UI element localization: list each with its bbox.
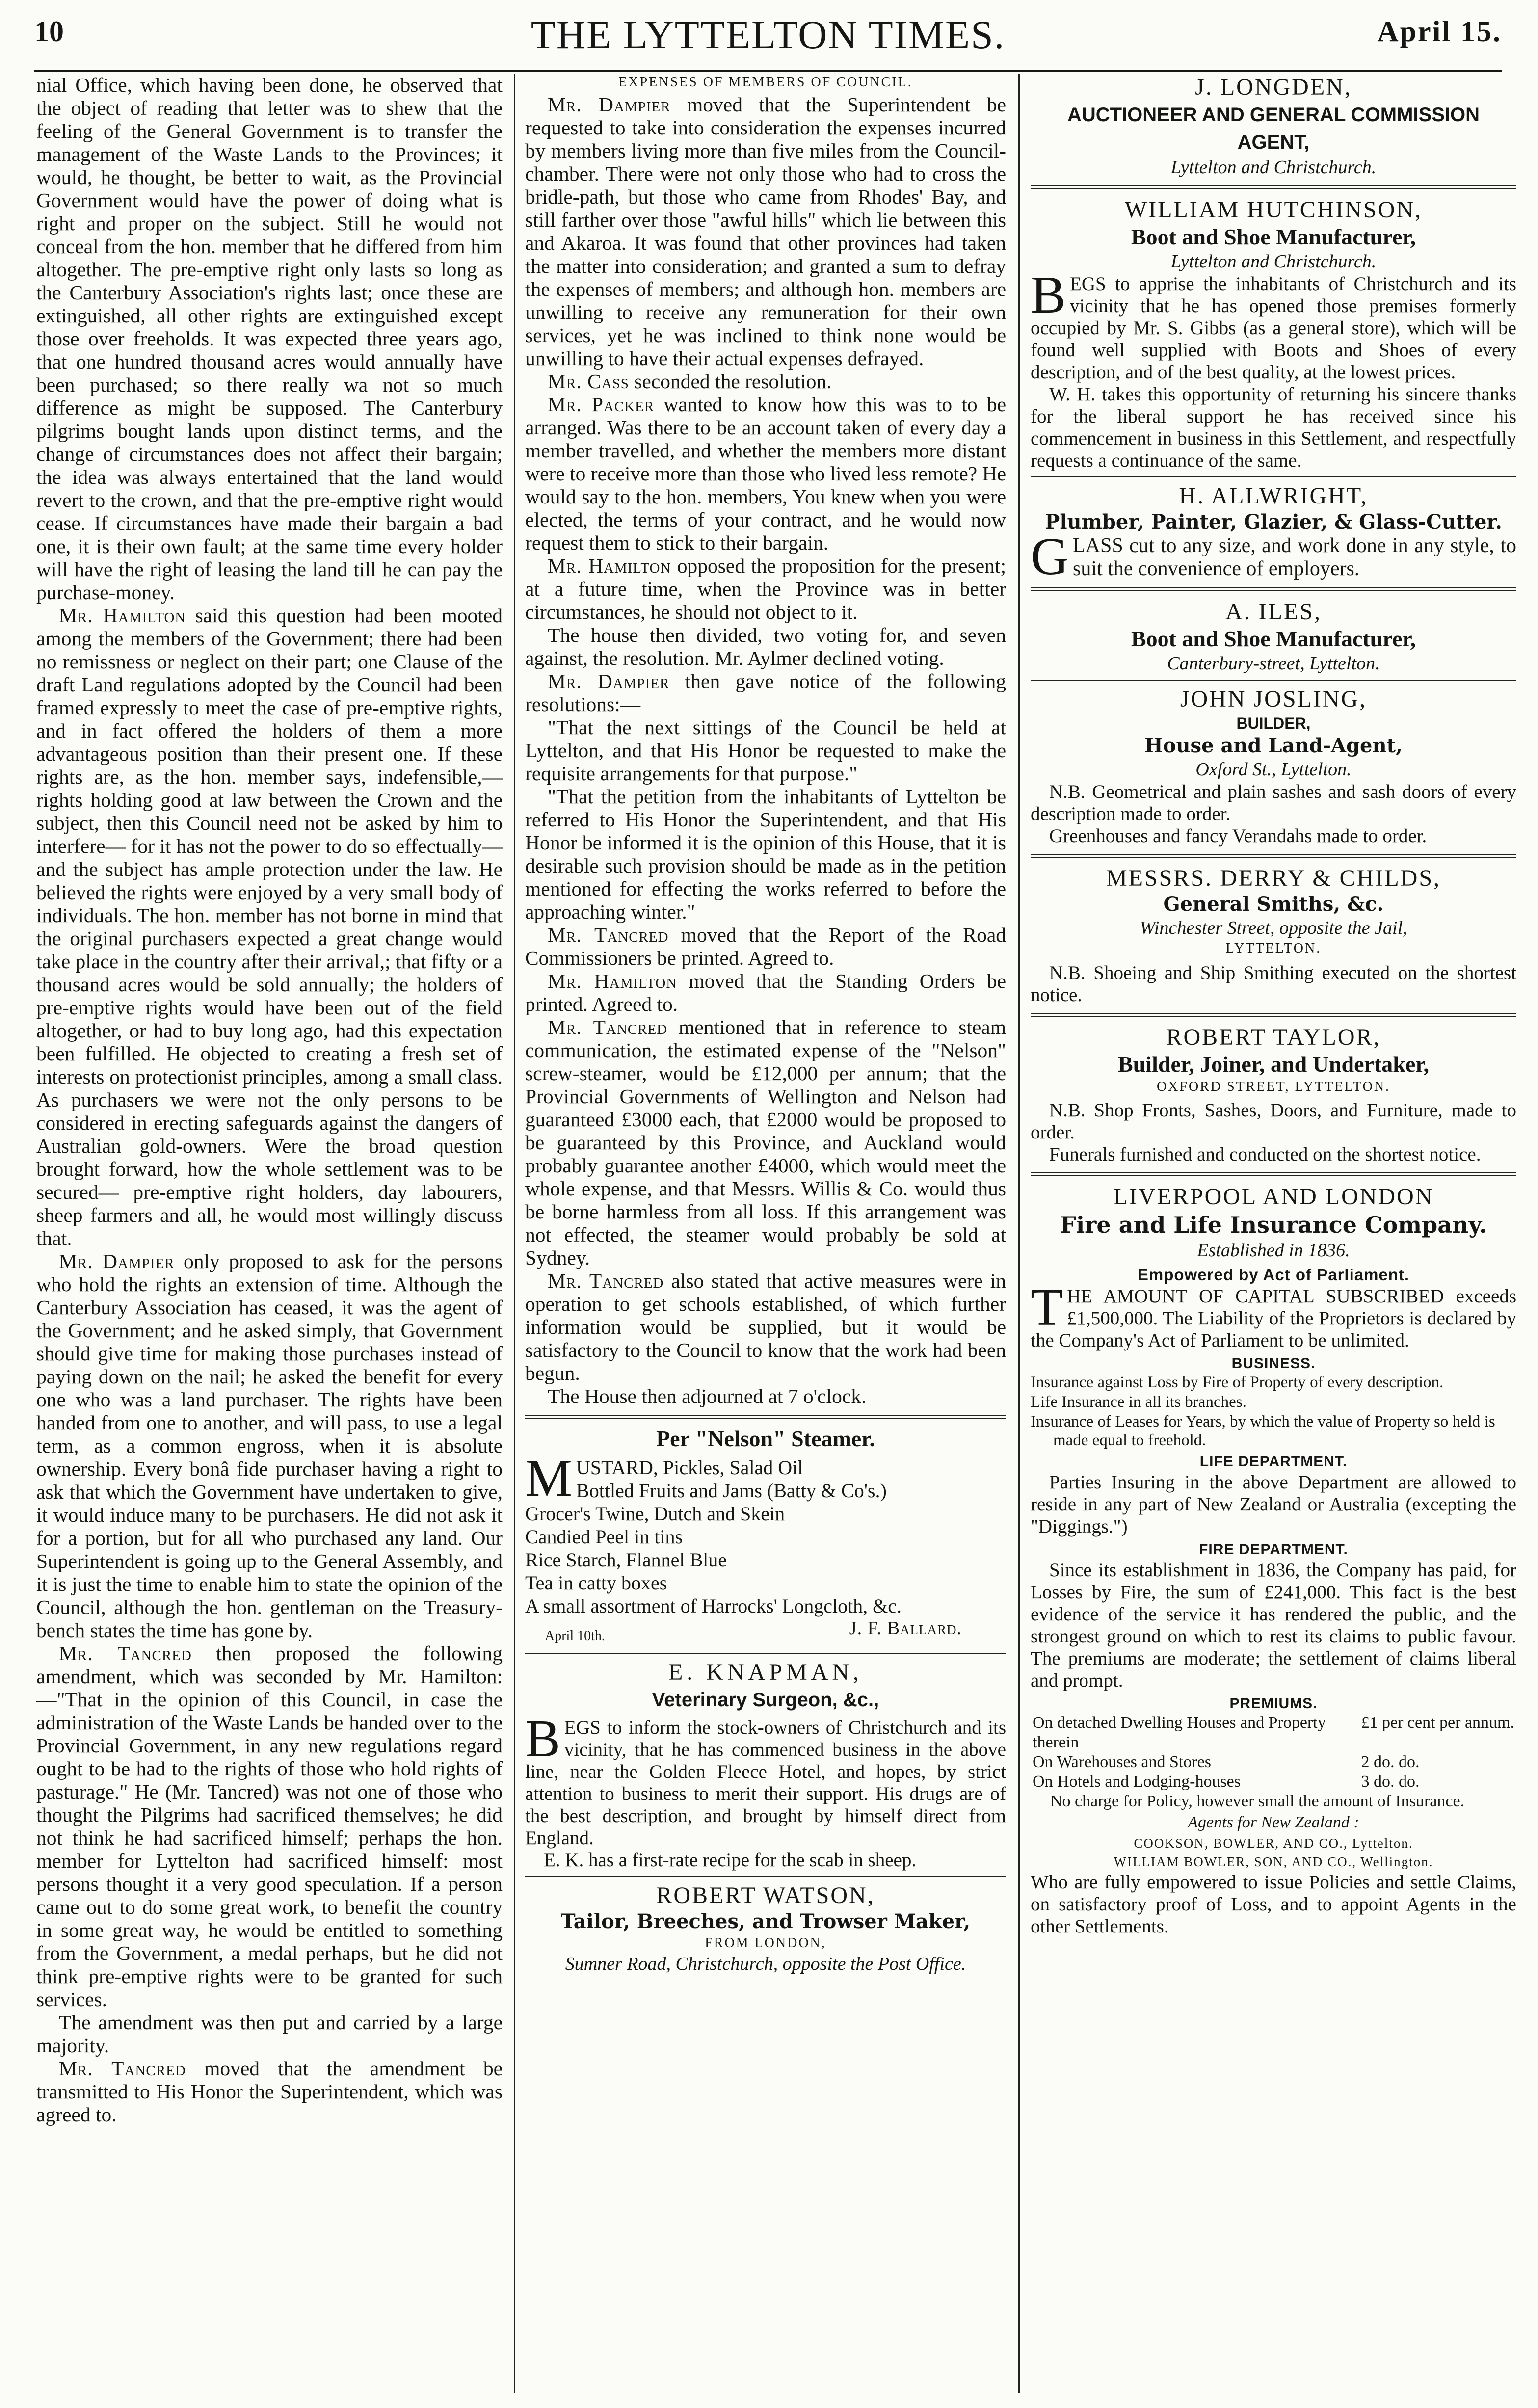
list-item: Candied Peel in tins: [525, 1526, 683, 1548]
advertiser-trade: Boot and Shoe Manufacturer,: [1131, 626, 1416, 651]
ad-longden: [1031, 74, 1516, 179]
speaker-name: Mr. Cass: [548, 370, 629, 393]
paragraph: Mr. Dampier then gave notice of the following resolutions:—: [525, 670, 1006, 715]
ad-note: N.B. Shoeing and Ship Smithing executed on the shortest notice.: [1031, 962, 1516, 1006]
advertiser-name: ROBERT TAYLOR,: [1166, 1024, 1381, 1050]
ad-origin: FROM LONDON,: [705, 1935, 826, 1951]
issue-date: April 15.: [1377, 15, 1502, 48]
section-rule: [1031, 854, 1516, 858]
ad-address: Sumner Road, Christchurch, opposite the Post Office.: [565, 1954, 966, 1974]
premium-note: No charge for Policy, however small the amount of Insurance.: [1050, 1792, 1465, 1810]
paragraph: Mr. Packer wanted to know how this was to to be arranged. Was there to be an account taken of every day a member travelled, and whether the members more distant were to receive more than those who lived less remote? He would say to the hon. members, You knew when you were elected, the terms of your contract, and he would now request them to stick to their bargain.: [525, 393, 1006, 554]
ad-hutchinson: [1031, 196, 1516, 472]
table-row: [1031, 1713, 1516, 1752]
drop-cap: G: [1031, 528, 1069, 586]
drop-cap: T: [1031, 1278, 1063, 1337]
advertiser-name: WILLIAM HUTCHINSON,: [1124, 197, 1423, 223]
speaker-name: Mr. Tancred: [548, 924, 669, 946]
list-item: Rice Starch, Flannel Blue: [525, 1549, 727, 1571]
ad-place: Lyttelton and Christchurch.: [1170, 251, 1377, 272]
advertiser-name: A. ILES,: [1225, 599, 1322, 625]
ad-place: Winchester Street, opposite the Jail,: [1140, 918, 1407, 938]
resolution: "That the petition from the inhabitants of Lyttelton be referred to His Honor the Superintendent, and that His Honor be informed it is the opinion of this House, that it is desirable such provision should be made as in the petition mentioned for effecting the works referred to before the approaching winter.": [525, 785, 1006, 923]
paragraph: Mr. Hamilton moved that the Standing Orders be printed. Agreed to.: [525, 970, 1006, 1015]
ad-knapman: [525, 1659, 1006, 1871]
fire-text: Since its establishment in 1836, the Company has paid, for Losses by Fire, the sum of £241,000. This fact is the best evidence of the service it has rendered the public, and the strongest ground on which to rest its claims to public favour. The premiums are moderate; the settlement of claims liberal and prompt.: [1031, 1560, 1516, 1691]
agents-heading: Agents for New Zealand :: [1188, 1813, 1359, 1831]
ad-note: E. K. has a first-rate recipe for the scab in sheep.: [544, 1850, 917, 1871]
column-council-expenses: [525, 74, 1006, 2393]
advertiser-trade: AUCTIONEER AND GENERAL COMMISSION AGENT,: [1067, 104, 1480, 153]
ad-body: EGS to apprise the inhabitants of Christchurch and its vicinity that he has opened those premises formerly occupied by Mr. S. Gibbs (as a general store), which will be found well supplied with Boots and Shoes of every description, and of the best quality, at the lowest prices.: [1031, 273, 1516, 383]
section-rule: [525, 1415, 1006, 1419]
speaker-name: Mr. Dampier: [548, 93, 671, 116]
speaker-name: Mr. Dampier: [548, 670, 670, 692]
ad-place: OXFORD STREET, LYTTELTON.: [1156, 1079, 1391, 1094]
drop-cap: B: [525, 1710, 561, 1768]
column-divider: [1018, 74, 1020, 2393]
ad-note: Funerals furnished and conducted on the shortest notice.: [1049, 1144, 1481, 1165]
column-divider: [514, 74, 515, 2393]
list-item: Tea in catty boxes: [525, 1572, 667, 1594]
section-rule: [525, 1653, 1006, 1654]
paragraph: Mr. Tancred also stated that active measures were in operation to get schools established, of which further information would be supplied, but it would be satisfactory to the Council to know that the work had been begun.: [525, 1270, 1006, 1384]
speaker-name: Mr. Hamilton: [548, 970, 677, 992]
paragraph: The House then adjourned at 7 o'clock.: [548, 1385, 867, 1407]
speaker-name: Mr. Packer: [548, 393, 655, 416]
premium-item: On Warehouses and Stores: [1033, 1753, 1211, 1771]
paragraph: Mr. Dampier only proposed to ask for the persons who hold the rights an extension of time. Although the Canterbury Association has ceased, it was the agent of the Government; and he asked simply, that Government should give time for making those purchases instead of paying down on the nail; he asked the benefit for every one who was a land purchaser. The rights have been handed from one to another, and will pass, to use a legal term, as a common engross, when it is absolute ownership. Every bonâ fide purchaser having a right to ask that which the Government have undertaken to give, it would induce many to be purchasers. He did not ask it for a portion, but for all who purchased any land. Our Superintendent is going up to the General Assembly, and it is just the time to enable him to state the opinion of the Council, although the hon. gentleman on the Treasury-bench states the time has gone by.: [36, 1250, 503, 1641]
paragraph: Mr. Cass seconded the resolution.: [548, 370, 832, 393]
ad-derry-childs: [1031, 865, 1516, 1006]
business-item: Life Insurance in all its branches.: [1031, 1393, 1246, 1411]
premium-item: On Hotels and Lodging-houses: [1033, 1773, 1241, 1791]
ad-place: Canterbury-street, Lyttelton.: [1167, 653, 1380, 674]
advertiser-trade: Boot and Shoe Manufacturer,: [1131, 224, 1416, 249]
ad-josling: [1031, 686, 1516, 847]
advertiser-trade: Veterinary Surgeon, &c.,: [652, 1689, 879, 1711]
ad-iles: [1031, 598, 1516, 675]
masthead-rule: [34, 70, 1502, 72]
advertiser-trade: BUILDER,: [1236, 714, 1311, 732]
advertiser-trade: Plumber, Painter, Glazier, & Glass-Cutter.: [1045, 510, 1502, 533]
paragraph: Mr. Dampier moved that the Superintendent be requested to take into consideration the expenses incurred by members living more than five miles from the Council-chamber. There were not only those who had to cross the bridle-path, but those who came from Rhodes' Bay, and still farther over those "awful hills" which lie between this and Akaroa. It was found that other provinces had taken the matter into consideration; and granted a sum to defray the expenses of members; and although hon. members are unwilling to receive any remuneration for their own services, yet he was inclined to think none would be unwilling to have their actual expenses defrayed.: [525, 93, 1006, 370]
ad-place: Lyttelton and Christchurch.: [1170, 157, 1377, 178]
speaker-name: Mr. Tancred: [59, 1642, 192, 1665]
drop-cap: B: [1031, 266, 1066, 324]
company-empowered: Empowered by Act of Parliament.: [1137, 1266, 1410, 1284]
column-advertisements: [1031, 74, 1516, 2393]
list-item: Bottled Fruits and Jams (Batty & Co's.): [576, 1480, 887, 1502]
ad-body: EGS to inform the stock-owners of Christchurch and its vicinity, that he has commenced business in the above line, near the Golden Fleece Hotel, and hopes, by strict attention to business to merit their support. His drugs are of the best description, and brought by himself direct from England.: [525, 1717, 1006, 1849]
premium-rate: 2 do. do.: [1361, 1753, 1420, 1771]
ad-note: N.B. Geometrical and plain sashes and sash doors of every description made to order.: [1031, 781, 1516, 824]
premiums-table: [1031, 1713, 1516, 1792]
business-item: Insurance against Loss by Fire of Property of every description.: [1031, 1374, 1444, 1391]
masthead: [34, 12, 1502, 67]
column-council-report: [36, 74, 503, 2393]
paragraph: Mr. Tancred moved that the amendment be transmitted to His Honor the Superintendent, which was agreed to.: [36, 2057, 503, 2126]
paragraph: The house then divided, two voting for, and seven against, the resolution. Mr. Aylmer declined voting.: [525, 624, 1006, 669]
ad-signature: J. F. Ballard.: [849, 1618, 962, 1639]
premium-item: On detached Dwelling Houses and Property therein: [1033, 1714, 1326, 1751]
list-item: A small assortment of Harrocks' Longcloth, &c.: [525, 1595, 902, 1617]
ad-watson: [525, 1882, 1006, 1975]
speaker-name: Mr. Tancred: [59, 2057, 186, 2080]
list-item: Grocer's Twine, Dutch and Skein: [525, 1503, 785, 1525]
section-rule: [1031, 1172, 1516, 1176]
business-heading: BUSINESS.: [1231, 1355, 1316, 1372]
section-rule: [1031, 1013, 1516, 1017]
premiums-heading: PREMIUMS.: [1229, 1695, 1318, 1712]
premium-rate: 3 do. do.: [1361, 1773, 1420, 1791]
table-row: [1031, 1752, 1516, 1772]
newspaper-title: THE LYTTELTON TIMES.: [530, 12, 1006, 57]
section-rule: [1031, 185, 1516, 189]
section-rule: [1031, 587, 1516, 591]
paragraph: Mr. Tancred moved that the Report of the Road Commissioners be printed. Agreed to.: [525, 924, 1006, 969]
page-number: 10: [34, 15, 64, 48]
drop-cap: M: [525, 1449, 573, 1508]
ad-body: LASS cut to any size, and work done in any style, to suit the convenience of employers.: [1073, 534, 1516, 580]
section-rule: [525, 1876, 1006, 1877]
capital-text: HE AMOUNT OF CAPITAL SUBSCRIBED exceeds £1,500,000. The Liability of the Proprietors is declared by the Company's Act of Parliament to be unlimited.: [1031, 1286, 1516, 1351]
advertiser-trade-2: House and Land-Agent,: [1144, 734, 1403, 757]
company-title: Fire and Life Insurance Company.: [1060, 1212, 1487, 1238]
advertiser-trade: Builder, Joiner, and Undertaker,: [1118, 1052, 1429, 1077]
advertiser-trade: Tailor, Breeches, and Trowser Maker,: [560, 1910, 971, 1933]
advertiser-name: ROBERT WATSON,: [656, 1882, 875, 1908]
advertiser-name: JOHN JOSLING,: [1180, 686, 1367, 712]
ad-ballard: Per "Nelson" Steamer. MUSTARD, Pickles, Salad Oil Bottled Fruits and Jams (Batty & Co's.) Grocer's Twine, Dutch and Skein Candied Peel in tins Rice Starch, Flannel Blue Tea in catty boxes A small assortment of Harrocks' Longcloth, &c. April 10th. J. F. Ballard.: [525, 1426, 1006, 1648]
resolution: "That the next sittings of the Council be held at Lyttelton, and that His Honor be requested to make the requisite arrangements for that purpose.": [525, 716, 1006, 785]
ad-insurance: [1031, 1183, 1516, 1937]
life-heading: LIFE DEPARTMENT.: [1199, 1454, 1348, 1470]
company-name: LIVERPOOL AND LONDON: [1113, 1184, 1434, 1210]
ad-taylor: [1031, 1024, 1516, 1165]
life-text: Parties Insuring in the above Department are allowed to reside in any part of New Zealand or Australia (excepting the "Diggings."): [1031, 1472, 1516, 1537]
agent-line: COOKSON, BOWLER, AND CO., Lyttelton.: [1134, 1836, 1413, 1851]
section-heading: EXPENSES OF MEMBERS OF COUNCIL.: [618, 75, 913, 90]
section-rule: [1031, 476, 1516, 477]
ad-note: N.B. Shop Fronts, Sashes, Doors, and Furniture, made to order.: [1031, 1100, 1516, 1143]
business-item: Insurance of Leases for Years, by which the value of Property so held is made equal to freehold.: [1031, 1413, 1495, 1449]
advertiser-name: MESSRS. DERRY & CHILDS,: [1106, 865, 1441, 891]
paragraph: Mr. Tancred mentioned that in reference to steam communication, the estimated expense of the "Nelson" screw-steamer, would be £12,000 per annum; that the Provincial Governments of Wellington and Nelson had guaranteed £3000 each, that £2000 would be proposed to be guaranteed by this Province, and Auckland would probably guarantee another £4000, which would meet the whole expense, and that Messrs. Willis & Co. would thus be borne harmless from all loss. If this arrangement was not effected, the steamer would probably be sold at Sydney.: [525, 1016, 1006, 1269]
speaker-name: Mr. Tancred: [548, 1270, 664, 1292]
ad-town: LYTTELTON.: [1225, 941, 1322, 956]
paragraph: Mr. Hamilton said this question had been mooted among the members of the Government; there had been no remissness or neglect on their part; one Clause of the draft Land regulations adopted by the Council had been framed expressly to meet the case of pre-emptive rights, and in fact offered the holders of them a more advantageous position than their present one. If these rights are, as the hon. member says, indefensible,—rights holding good at law between the Crown and the subject, then this Council need not be asked by him to interfere— for it has not the power to do so effectually—and the subject has ample protection under the law. He believed the rights were enjoyed by a very small body of individuals. The hon. member has not borne in mind that the original purchasers expected a great change would take place in the country after their arrival,; that fifty or a thousand acres would be sold annually; the holders of pre-emptive rights would have been out of the field altogether, or had to buy long ago, had this expectation been fulfilled. He objected to creating a fresh set of interests on protectionist principles, among a small class. As purchasers we were not the only persons to be considered in erecting safeguards against the dangers of Australian gold-owners. Were the broad question brought forward, how the whole settlement was to be secured— pre-emptive right holders, day labourers, sheep farmers and all, he would most willingly discuss that.: [36, 604, 503, 1249]
paragraph: Mr. Tancred then proposed the following amendment, which was seconded by Mr. Hamilton:—"That in the opinion of this Council, in case the administration of the Waste Lands be handed over to the Provincial Government, in any new regulations regard ought to be had to the rights of those who hold rights of pasturage." He (Mr. Tancred) was not one of those who thought the Pilgrims had sacrificed themselves; he did not think he had sacrificed himself; perhaps the hon. member for Lyttelton had sacrificed himself: most persons thought it a very good speculation. If a person came out to do some great work, to benefit the country in some great way, he would be entitled to something from the Government, a medal perhaps, but he did not think pre-emptive rights were to be granted for such services.: [36, 1642, 503, 2011]
agents-note: Who are fully empowered to issue Policies and settle Claims, on satisfactory proof of Loss, and to appoint Agents in the other Settlements.: [1031, 1872, 1516, 1937]
section-rule: [1031, 680, 1516, 681]
ad-date: April 10th.: [545, 1628, 605, 1643]
ad-note: W. H. takes this opportunity of returning his sincere thanks for the liberal support he has received since his commencement in business in this Settlement, and respectfully requests a continuance of the same.: [1031, 384, 1516, 471]
speaker-name: Mr. Dampier: [59, 1250, 175, 1272]
paragraph: Mr. Hamilton opposed the proposition for the present; at a future time, when the Province was in better circumstances, he should not object to it.: [525, 555, 1006, 623]
speaker-name: Mr. Tancred: [548, 1016, 668, 1038]
speaker-name: Mr. Hamilton: [59, 604, 186, 627]
ad-title: Per "Nelson" Steamer.: [656, 1426, 875, 1451]
paragraph: nial Office, which having been done, he observed that the object of reading that letter was to shew that the feeling of the General Government is to transfer the management of the Waste Lands to the Provinces; it would, he thought, be better to wait, as the Provincial Government would have the power of doing what is right and proper on the subject. Still he would not conceal from the hon. member that he differed from him altogether. The pre-emptive right only lasts so long as the Canterbury Association's rights last; once these are extinguished, all other rights are extinguished except those over freeholds. It was expected three years ago, that one hundred thousand acres would annually have been purchased; so there really wa not so much difference as might be supposed. The Canterbury pilgrims bought lands upon distinct terms, and the change of circumstances does not affect their bargain; the idea was always entertained that the land would revert to the crown, and that the pre-emptive right would cease. If circumstances have made their bargain a bad one, it is their own fault; at the same time every holder will have the right of leasing the land till he can pay the purchase-money.: [36, 74, 503, 604]
paragraph: The amendment was then put and carried by a large majority.: [36, 2011, 503, 2057]
company-established: Established in 1836.: [1197, 1240, 1350, 1261]
fire-heading: FIRE DEPARTMENT.: [1199, 1541, 1348, 1558]
speaker-name: Mr. Hamilton: [548, 555, 671, 577]
agent-line: WILLIAM BOWLER, SON, AND CO., Wellington.: [1114, 1854, 1433, 1869]
ad-allwright: [1031, 482, 1516, 586]
premium-rate: £1 per cent per annum.: [1361, 1714, 1514, 1732]
advertiser-name: J. LONGDEN,: [1195, 74, 1352, 100]
ad-place: Oxford St., Lyttelton.: [1195, 759, 1352, 780]
table-row: [1031, 1772, 1516, 1792]
advertiser-trade: General Smiths, &c.: [1163, 893, 1384, 916]
ad-note: Greenhouses and fancy Verandahs made to order.: [1049, 825, 1427, 847]
advertiser-name: H. ALLWRIGHT,: [1179, 483, 1368, 509]
advertiser-name: E. KNAPMAN,: [668, 1659, 863, 1685]
